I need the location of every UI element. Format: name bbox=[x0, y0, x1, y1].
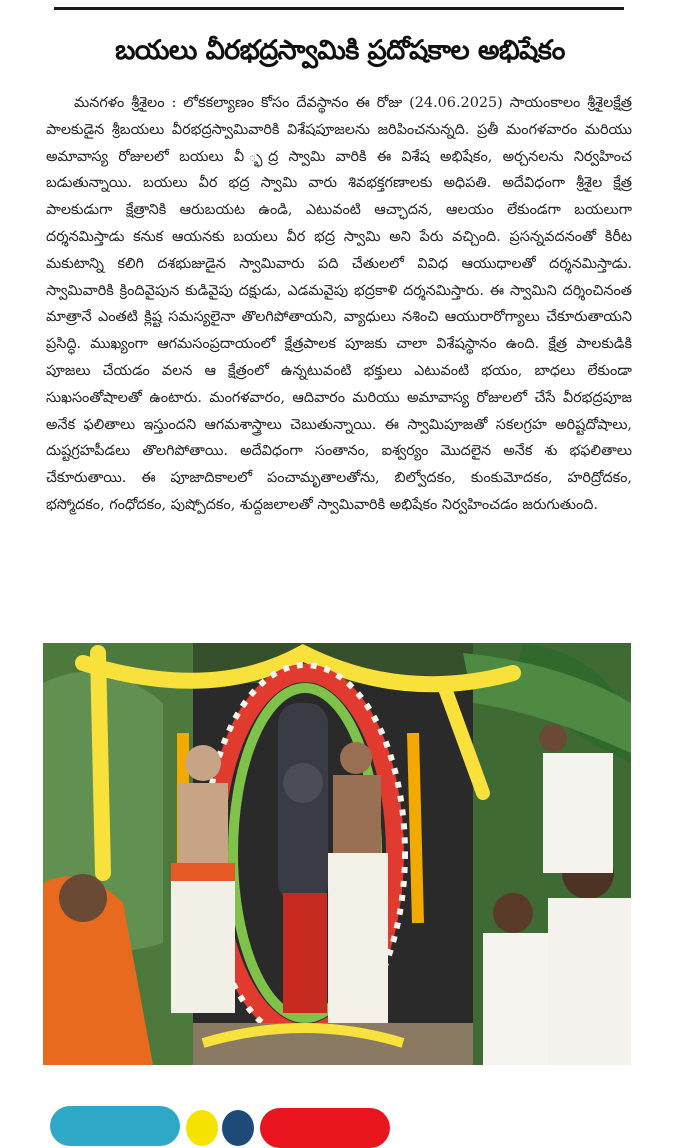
article-paragraph: మనగళం శ్రీశైలం : లోకకల్యాణం కోసం దేవస్థానం ఈ రోజు (24.06.2025) సాయంకాలం శ్రీశైలక్షేత్ర పాలకుడైన శ్రీబయలు వీరభద్రస్వామివారికి విశేషపూజలను జరిపించనున్నది. ప్రతీ మంగళవారం మరియు అమావాస్య రోజులలో బయలు వీ ్భద్ర స్వామి వారికి ఈ విశేష అభిషేకం, అర్చనలను నిర్వహించ బడుతున్నాయి. బయలు వీర భద్ర స్వామి వారు శివభక్తగణాలకు అధిపతి. అదేవిధంగా శ్రీశైల క్షేత్ర పాలకుడుగా క్షేత్రానికి ఆరుబయట ఉండి, ఎటువంటి ఆచ్ఛాదన, ఆలయం లేకుండగా బయలుగా దర్శనమిస్తాడు కనుక ఆయనకు బయలు వీర భద్ర స్వామి అని పేరు వచ్చింది. ప్రసన్నవదనంతో కిరీట మకుటాన్ని కలిగి దశభుజుడైన స్వామివారు పది చేతులలో వివిధ ఆయుధాలతో దర్శనమిస్తాడు. స్వామివారికి క్రిందివైపున కుడివైపు దక్షుడు, ఎడమవైపు భద్రకాళి దర్శనమిస్తారు. ఈ స్వామిని దర్శించినంత మాత్రానే ఎంతటి క్లిష్ట సమస్యలైనా తొలగిపోతాయని, వ్యాధులు నశించి ఆయురారోగ్యాలు చేకూరుతాయని ప్రసిద్ధి. ముఖ్యంగా ఆగమసంప్రదాయంలో క్షేత్రపాలక పూజకు చాలా విశేషస్థానం ఉంది. క్షేత్ర పాలకుడికి పూజలు చేయడం వలన ఆ క్షేత్రంలో ఉన్నటువంటి భక్తులు ఎటువంటి భయం, బాధలు లేకుండా సుఖసంతోషాలతో ఉంటారు. మంగళవారం, ఆదివారం మరియు అమావాస్య రోజులలో చేసే వీరభద్రపూజ అనేక ఫలితాలు ఇస్తుందని ఆగమశాస్త్రాలు చెబుతున్నాయి. ఈ స్వామిపూజతో సకలగ్రహ అరిష్టదోషాలు, దుష్టగ్రహపీడలు తొలగిపోతాయి. అదేవిధంగా సంతానం, ఐశ్వర్యం మొదలైన అనేక శు భఫలితాలు చేకూరుతాయి. ఈ పూజాదికాలలో పంచామృతాలతోను, బిల్వోదకం, కుంకుమోదకం, హరిద్రోదకం, భస్మోదకం, గంధోదకం, పుష్పోదకం, శుద్దజలాలతో స్వామివారికి అభిషేకం నిర్వహించడం జరుగుతుంది. bbox=[46, 95, 632, 513]
footer-navy-dot bbox=[222, 1110, 254, 1146]
article-body bbox=[46, 90, 632, 630]
article-headline: బయలు వీరభద్రస్వామికి ప్రదోషకాల అభిషేకం bbox=[115, 35, 565, 66]
ritual-photo bbox=[43, 643, 631, 1065]
footer-red-pill bbox=[260, 1108, 390, 1148]
top-rule bbox=[54, 7, 624, 10]
footer-logo-shapes bbox=[0, 1100, 680, 1136]
footer-blue-pill bbox=[50, 1106, 180, 1146]
footer-yellow-dot bbox=[186, 1110, 218, 1146]
